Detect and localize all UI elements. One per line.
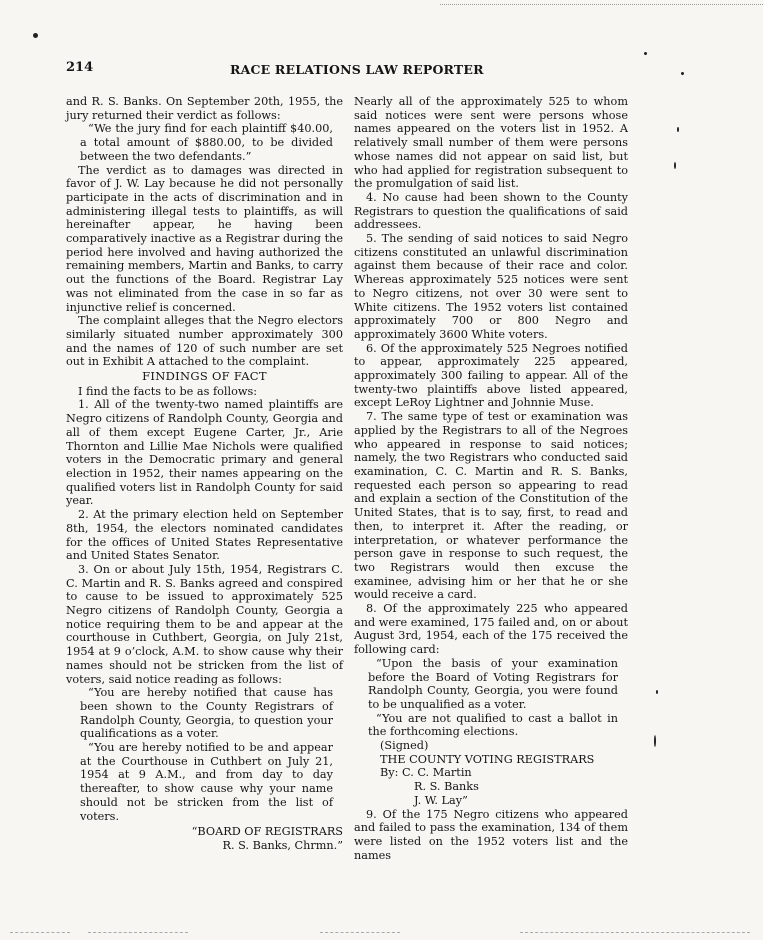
running-title: RACE RELATIONS LAW REPORTER <box>230 62 484 77</box>
quoted-card: “Upon the basis of your examination before the Board of Voting Registrars for Randolph County, Georgia, you were found to be unqualified as a voter. <box>368 656 618 711</box>
scan-speck <box>656 690 658 694</box>
finding-7: 7. The same type of test or examination was applied by the Registrars to all of the Negroes who appeared in response to said notices; namely, the two Registrars who conducted said examination, C. C. Martin and R. S. Banks, requested each person so appearing to read and explain a section of the Constitution of the United States, that is to say, first, to read and then, to interpret it. After the reading, or interpretation, or whatever performance the person gave in response to such request, the two Registrars would then excuse the examinee, advising him or her that he or she would receive a card. <box>354 410 628 602</box>
signed-label: (Signed) <box>380 739 429 753</box>
bottom-border-rule <box>320 932 400 933</box>
quoted-verdict: “We the jury find for each plaintiff $40.00, a total amount of $880.00, to be divided between the two defendants.” <box>80 122 333 163</box>
finding-8: 8. Of the approximately 225 who appeared and were examined, 175 failed and, on or about August 3rd, 1954, each of the 175 received the following card: <box>354 602 628 657</box>
quoted-notice: “You are hereby notified that cause has been shown to the County Registrars of Randolph County, Georgia, to question your qualifications as a voter. <box>80 686 333 741</box>
bottom-border-rule <box>520 932 750 933</box>
top-border-rule <box>440 4 763 5</box>
finding-1: 1. All of the twenty-two named plaintiffs are Negro citizens of Randolph County, Georgia and all of them except Eugene Carter, Jr., Arie Thornton and Lillie Mae Nichols were qualified voters in the Democratic primary and general election in 1952, their names appearing on the qualified voters list in Randolph County for said year. <box>66 398 343 508</box>
signature-name: R. S. Banks, Chrmn.” <box>222 838 343 852</box>
scan-speck <box>674 162 676 169</box>
registrar-name: By: C. C. Martin <box>380 766 472 780</box>
finding-9: 9. Of the 175 Negro citizens who appeared and failed to pass the examination, 134 of them were listed on the 1952 voters list and the names <box>354 807 628 862</box>
bottom-border-rule <box>10 932 70 933</box>
finding-3: 3. On or about July 15th, 1954, Registrars C. C. Martin and R. S. Banks agreed and conspired to cause to be issued to approximately 525 Negro citizens of Randolph County, Georgia a notice requiring them to be and appear at the courthouse in Cuthbert, Georgia, on July 21st, 1954 at 9 o’clock, A.M. to show cause why their names should not be stricken from the list of voters, said notice reading as follows: <box>66 562 343 686</box>
paragraph: The complaint alleges that the Negro electors similarly situated number approximately 300 and the names of 120 of such number are set out in Exhibit A attached to the complaint. <box>66 314 343 369</box>
quoted-card: “You are not qualified to cast a ballot in the forthcoming elections. <box>368 711 618 739</box>
page-number: 214 <box>66 60 94 75</box>
registrar-name: R. S. Banks <box>414 780 479 794</box>
paragraph: The verdict as to damages was directed in favor of J. W. Lay because he did not personally participate in the acts of discrimination and in administering illegal tests to plaintiffs, as will hereinafter appear, he having been comparatively inactive as a Registrar during the period here involved and having authorized the remaining members, Martin and Banks, to carry out the functions of the Board. Registrar Lay was not eliminated from the case in so far as injunctive relief is concerned. <box>66 163 343 314</box>
right-column <box>354 95 628 862</box>
paragraph: Nearly all of the approximately 525 to whom said notices were sent were persons whose names appeared on the voters list in 1952. A relatively small number of them were persons whose names did not appear on said list, but who had applied for registration subsequent to the promulgation of said list. <box>354 95 628 191</box>
finding-6: 6. Of the approximately 525 Negroes notified to appear, approximately 225 appeared, approximately 300 failing to appear. All of the twenty-two plaintiffs above listed appeared, except LeRoy Lightner and Johnnie Muse. <box>354 341 628 410</box>
signature-board: “BOARD OF REGISTRARS <box>191 825 343 839</box>
page-header <box>0 60 763 80</box>
finding-5: 5. The sending of said notices to said Negro citizens constituted an unlawful discrimination against them because of their race and color. Whereas approximately 525 notices were sent to Negro citizens, not over 30 were sent to White citizens. The 1952 voters list contained approximately 700 or 800 Negro and approximately 3600 White voters. <box>354 232 628 341</box>
registrar-name: J. W. Lay” <box>414 793 468 807</box>
finding-4: 4. No cause had been shown to the County Registrars to question the qualifications of said addressees. <box>354 190 628 232</box>
scan-speck <box>644 52 647 55</box>
registrars-heading: THE COUNTY VOTING REGISTRARS <box>380 752 595 766</box>
quoted-notice: “You are hereby notified to be and appear at the Courthouse in Cuthbert on July 21, 1954 at 9 A.M., and from day to day thereafter, to show cause why your name should not be stricken from the list of voters. <box>80 741 333 823</box>
paragraph: I find the facts to be as follows: <box>78 384 258 398</box>
left-column <box>66 95 343 853</box>
scan-speck <box>654 735 656 747</box>
bottom-border-rule <box>88 932 188 933</box>
finding-2: 2. At the primary election held on September 8th, 1954, the electors nominated candidates for the offices of United States Representative and United States Senator. <box>66 508 343 563</box>
paragraph: and R. S. Banks. On September 20th, 1955, the jury returned their verdict as follows: <box>66 95 343 122</box>
scan-speck <box>677 127 679 132</box>
scan-speck <box>33 33 38 38</box>
section-heading: FINDINGS OF FACT <box>142 369 267 384</box>
